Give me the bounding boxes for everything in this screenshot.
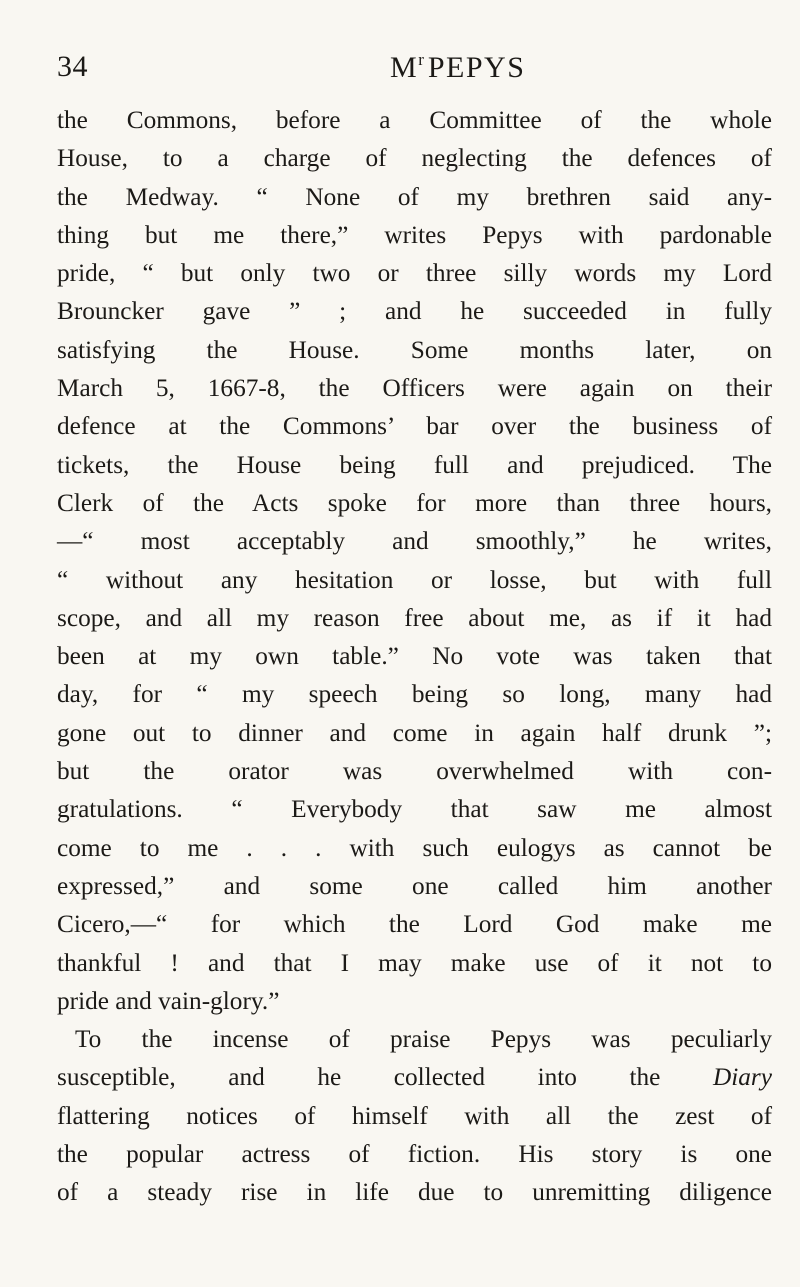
text-line: tickets, the House being full and prejudiced. The bbox=[57, 450, 772, 479]
text-line: the popular actress of fiction. His story is one bbox=[57, 1140, 772, 1169]
text-line: thing but me there,” writes Pepys with pardonable bbox=[57, 220, 772, 249]
text-line: “ without any hesitation or losse, but with full bbox=[57, 565, 772, 594]
running-title-prefix: M bbox=[390, 51, 419, 84]
text-line: House, to a charge of neglecting the defences of bbox=[57, 144, 772, 173]
diary-title: Diary bbox=[712, 1063, 772, 1092]
text-line: Brouncker gave ” ; and he succeeded in fully bbox=[57, 297, 772, 326]
running-title bbox=[390, 50, 525, 85]
page-number: 34 bbox=[57, 50, 88, 83]
running-title-rest: PEPYS bbox=[427, 51, 526, 84]
text-line: come to me . . . with such eulogys as cannot be bbox=[57, 833, 772, 862]
text-line: flattering notices of himself with all the zest of bbox=[57, 1101, 772, 1130]
text-line: been at my own table.” No vote was taken that bbox=[57, 642, 772, 671]
text-line: thankful ! and that I may make use of it not to bbox=[57, 948, 772, 977]
text-line: March 5, 1667-8, the Officers were again on their bbox=[57, 374, 772, 403]
text-line: but the orator was overwhelmed with con- bbox=[57, 757, 772, 786]
text-line: —“ most acceptably and smoothly,” he writes, bbox=[57, 527, 772, 556]
body-text bbox=[57, 101, 772, 1212]
text-line: of a steady rise in life due to unremitting diligence bbox=[57, 1178, 772, 1207]
text-line: pride, “ but only two or three silly words my Lord bbox=[57, 259, 772, 288]
text-run: susceptible, and he collected into the bbox=[57, 1063, 713, 1092]
text-line: scope, and all my reason free about me, as if it had bbox=[57, 603, 772, 632]
text-line: gone out to dinner and come in again half drunk ”; bbox=[57, 718, 772, 747]
text-line: Clerk of the Acts spoke for more than three hours, bbox=[57, 488, 772, 517]
running-title-superscript: r bbox=[418, 50, 424, 69]
text-line bbox=[57, 1058, 772, 1096]
paragraph-2 bbox=[57, 1020, 772, 1211]
text-line: satisfying the House. Some months later, on bbox=[57, 335, 772, 364]
text-line: expressed,” and some one called him another bbox=[57, 871, 772, 900]
text-line: the Commons, before a Committee of the whole bbox=[57, 106, 772, 134]
running-head bbox=[57, 50, 747, 90]
text-line: day, for “ my speech being so long, many had bbox=[57, 680, 772, 709]
text-line: Cicero,—“ for which the Lord God make me bbox=[57, 910, 772, 939]
text-line: defence at the Commons’ bar over the business of bbox=[57, 412, 772, 441]
paragraph-1 bbox=[57, 101, 772, 1020]
text-line: gratulations. “ Everybody that saw me almost bbox=[57, 795, 772, 824]
text-line: pride and vain-glory.” bbox=[57, 986, 280, 1015]
text-line: To the incense of praise Pepys was peculiarly bbox=[75, 1025, 772, 1054]
text-line: the Medway. “ None of my brethren said any- bbox=[57, 182, 772, 211]
